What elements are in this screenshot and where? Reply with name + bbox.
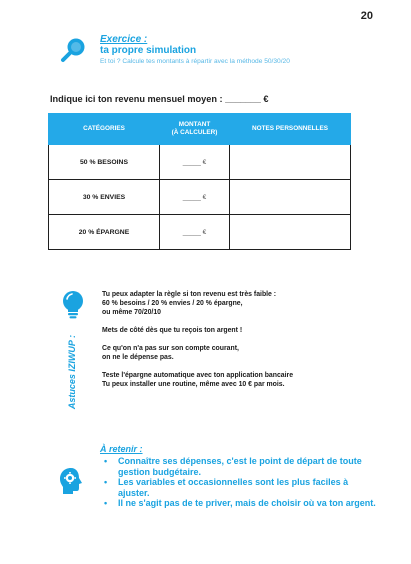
head-gear-icon (58, 466, 84, 496)
tips-text (102, 290, 382, 398)
exercise-subtitle: ta propre simulation (100, 45, 197, 56)
remember-title: À retenir : (100, 444, 143, 454)
exercise-title: Exercice : (100, 34, 148, 45)
row-category: 50 % BESOINS (49, 145, 160, 180)
tip-line: Mets de côté dès que tu reçois ton argent ! (102, 327, 243, 335)
tip-line: ou même 70/20/10 (102, 309, 161, 317)
tip-line: Tu peux adapter la règle si ton revenu est très faible : (102, 291, 277, 298)
tip-line: 60 % besoins / 20 % envies / 20 % épargne, (102, 300, 243, 308)
tip-line: Ce qu'on n'a pas sur son compte courant, (102, 344, 239, 352)
header-notes (230, 114, 351, 145)
tip-line: Tu peux installer une routine, même avec 10 € par mois. (102, 380, 285, 388)
income-prompt: Indique ici ton revenu mensuel moyen : _______ € (50, 94, 269, 104)
list-item: • Connaître ses dépenses, c'est le point de départ de toute gestion budgétaire. (100, 456, 380, 477)
lightbulb-icon (60, 290, 86, 320)
tip-line: on ne le dépense pas. (102, 354, 174, 362)
page-number: 20 (360, 10, 373, 22)
tips-label (66, 326, 78, 418)
exercise-section (60, 34, 390, 74)
tip-paragraph (102, 326, 382, 335)
table-row (49, 180, 351, 215)
row-amount-field[interactable]: _____ € (160, 180, 230, 215)
exercise-description: Et toi ? Calcule tes montants à répartir avec la méthode 50/30/20 (100, 58, 290, 65)
row-category: 20 % ÉPARGNE (49, 215, 160, 250)
table-row (49, 215, 351, 250)
row-category: 30 % ENVIES (49, 180, 160, 215)
remember-section (100, 444, 380, 509)
row-notes-field[interactable] (230, 145, 351, 180)
remember-list (100, 456, 380, 509)
list-item: • Les variables et occasionnelles sont les plus faciles à ajuster. (100, 477, 380, 498)
budget-table (48, 113, 351, 250)
row-notes-field[interactable] (230, 180, 351, 215)
tip-line: Teste l'épargne automatique avec ton application bancaire (102, 371, 294, 379)
tip-paragraph (102, 290, 382, 318)
header-amount-label: MONTANT (À CALCULER) (171, 121, 218, 136)
table-row (49, 145, 351, 180)
row-notes-field[interactable] (230, 215, 351, 250)
tip-paragraph (102, 371, 382, 389)
header-notes-label: NOTES PERSONNELLES (252, 125, 328, 132)
header-categories-label: CATÉGORIES (83, 125, 125, 132)
list-item: • Il ne s'agit pas de te priver, mais de choisir où va ton argent. (100, 498, 380, 509)
row-amount-field[interactable]: _____ € (160, 215, 230, 250)
table-header-row (49, 114, 351, 145)
tips-label-text: Astuces IZIWUP : (67, 334, 77, 410)
magnifier-icon (60, 36, 88, 64)
row-amount-field[interactable]: _____ € (160, 145, 230, 180)
header-categories (49, 114, 160, 145)
tip-paragraph (102, 344, 382, 362)
header-amount (160, 114, 230, 145)
